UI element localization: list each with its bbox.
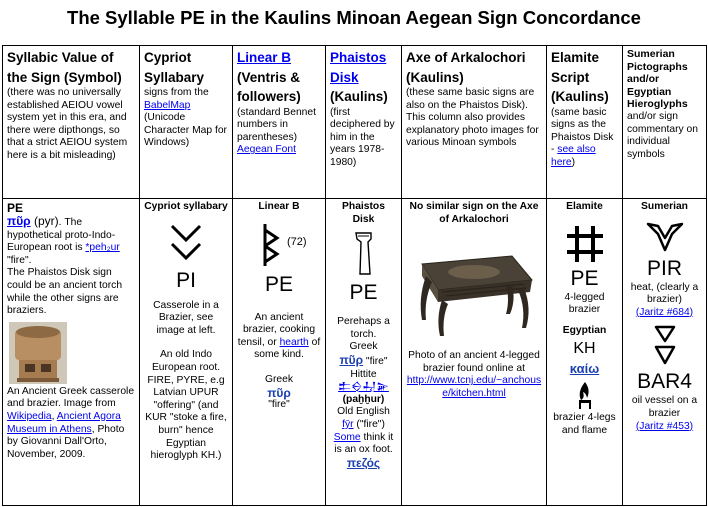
concordance-table [2,45,707,506]
page-title: The Syllable PE in the Kaulins Minoan Aegean Sign Concordance [67,7,641,28]
header-axe [402,46,547,199]
phaistos-torch-glyph-icon [349,230,379,278]
cell-cypriot: Cypriot syllabary PI Casserole in a Brazier, see image at left. An old Indo European root. FIRE, PYRE, e.g Latvian UPUR "offering" (and KUR "stoke a fire, burn" hence Egyptian hieroglyph KH.) [140,199,233,506]
column-label: Sumerian [641,201,688,212]
header-linear-b [233,46,326,199]
greek-pyr: πῦρ [267,385,291,400]
header-desc: (these same basic signs are also on the Phaistos Disk). This column also provides explanatory photo images for various Minoan symbols [406,87,539,149]
header-desc: (there was no universally established AEIOU vowel system yet in this era, and there were dipthongs, so that a strict AEIOU system here is a bit misleading) [7,87,128,161]
sumerian-bar4-value: BAR4 [637,370,692,394]
agora-museum-link[interactable]: Ancient Agora Museum in Athens [7,410,121,435]
old-english-fyr-link[interactable]: fȳr [342,418,354,430]
babelmap-link[interactable]: BabelMap [144,99,191,111]
hittite-cuneiform-link[interactable]: 𒉺𒀪𒄷𒅕 [338,381,389,394]
wikipedia-link[interactable]: Wikipedia [7,410,52,422]
sumerian-pir-glyph-icon [642,220,688,254]
cell-phaistos: Phaistos Disk PE Perehaps a torch. Greek πῦρ "fire" Hittite 𒉺𒀪𒄷𒅕 (paḫḫur) Old English fȳr ("fire") Some think it is an ox foot. πεζός [326,199,402,506]
header-desc: (first deciphered by him in the years 1978-1980) [330,106,395,168]
cell-linear-b: Linear B (72) PE An ancient brazier, cooking tensil, or hearth of some kind. Greek πῦρ "fire" [233,199,326,506]
header-cypriot [140,46,233,199]
phaistos-disk-link[interactable]: Phaistos Disk [330,50,387,85]
column-label: Cypriot syllabary [144,201,228,212]
greek-pyr-link[interactable]: πῦρ [339,352,364,367]
header-sumerian [623,46,707,199]
header-desc: signs from the BabelMap (Unicode Character Map for Windows) [144,87,227,149]
egyptian-brazier-flame-icon [574,380,596,410]
header-title: Syllabic Value of the Sign (Symbol) [7,50,122,85]
linear-b-value: PE [264,272,293,296]
header-desc: (standard Bennet numbers in parentheses) [237,106,316,143]
casserole-brazier-photo [9,322,67,384]
header-desc: and/or sign commentary on individual symbols [627,110,698,160]
cypriot-value: PI [176,268,196,292]
see-also-link[interactable]: see also here [551,144,596,168]
elamite-brazier-glyph-icon [565,224,605,264]
column-label: Linear B [258,201,300,212]
tcnj-kitchen-link[interactable]: http://www.tcnj.edu/~anchouse/kitchen.html [406,375,542,399]
hearth-link[interactable]: hearth [279,336,309,348]
four-legged-brazier-photo [408,234,540,344]
header-phaistos [326,46,402,199]
some-link[interactable]: Some [333,431,361,443]
cell-axe: No similar sign on the Axe of Arkalochori Photo of an ancient 4-legged brazier found online at http://www.tcnj.edu/~anchouse/kitchen.html [402,199,547,506]
bennet-number: (72) [287,235,307,248]
egyptian-kh: KH [573,340,596,358]
linear-b-link[interactable]: Linear B [237,50,292,65]
elamite-value: PE [570,266,599,290]
jaritz-453-link[interactable]: (Jaritz #453) [635,420,694,432]
cell-syllabic-value: PE πῦρ (pyr). The hypothetical proto-Indo-European root is *peh₂ur "fire". The Phaistos Disk sign could be an ancient torch while the other signs are braziers. An Ancient Greek casserole and brazier. Image from Wikipedia, Ancient Agora Museum in Athens, Photo by Giovanni Dall'Orto, November, 2009. [3,199,140,506]
header-title: Cypriot Syllabary [144,50,205,85]
header-row [3,46,707,199]
pie-root-link[interactable]: *peh₂ur [85,242,120,254]
sumerian-pir-value: PIR [646,256,682,280]
greek-pyr-link[interactable]: πῦρ [7,214,31,228]
header-title: (Kaulins) [330,89,388,104]
linear-b-pe-glyph-icon [257,222,287,268]
header-elamite [547,46,623,199]
header-title: Elamite Script (Kaulins) [551,50,609,104]
column-label: No similar sign on the Axe of Arkalochori [409,201,539,225]
header-title: Sumerian Pictographs and/or Egyptian Hieroglyphs [627,48,688,111]
aegean-font-link[interactable]: Aegean Font [237,144,296,156]
jaritz-684-link[interactable]: (Jaritz #684) [635,306,694,318]
header-syllabic-value [3,46,140,199]
greek-pezos-link[interactable]: πεζός [346,455,381,470]
header-title: Axe of Arkalochori (Kaulins) [406,50,526,85]
sumerian-bar4-glyph-icon [652,325,678,367]
cell-elamite: Elamite PE 4-legged brazier Egyptian KH καίω brazier 4-legs and flame [547,199,623,506]
column-label: Elamite [566,201,603,212]
phaistos-value: PE [349,281,378,305]
syllable-row [3,199,707,506]
column-label: Phaistos Disk [342,201,385,225]
header-desc: (same basic signs as the Phaistos Disk - see also here) [551,106,614,168]
cypriot-pi-glyph-icon [168,222,204,264]
syllable-value: PE [7,201,24,215]
header-title: (Ventris & followers) [237,69,301,104]
cell-sumerian: Sumerian PIR heat, (clearly a brazier) (Jaritz #684) BAR4 oil vessel on a brazier (Jaritz #453) [623,199,707,506]
greek-kaio-link[interactable]: καίω [569,361,600,377]
